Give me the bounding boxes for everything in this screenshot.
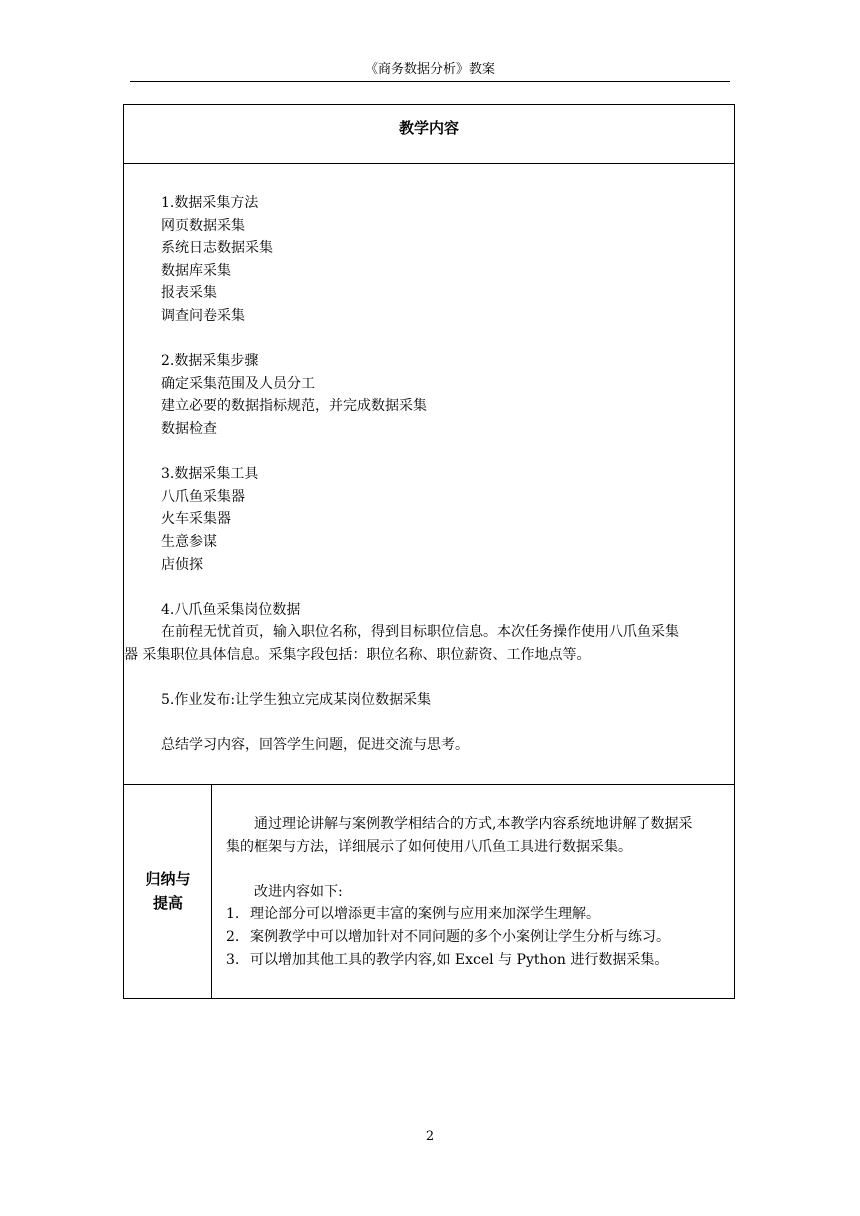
list-item: 生意参谋 bbox=[161, 533, 217, 550]
list-item: 网页数据采集 bbox=[161, 217, 245, 234]
list-item: 报表采集 bbox=[161, 285, 217, 302]
table-title: 教学内容 bbox=[398, 119, 459, 137]
section-heading: 2.数据采集步骤 bbox=[161, 353, 259, 370]
paragraph-line: 在前程无忧首页，输入职位名称，得到目标职位信息。本次任务操作使用八爪鱼采集 bbox=[161, 624, 679, 641]
list-text: 可以增加其他工具的教学内容,如 Excel 与 Python 进行数据采集。 bbox=[250, 951, 669, 968]
section-heading: 1.数据采集方法 bbox=[161, 195, 259, 211]
closing-text: 总结学习内容，回答学生问题，促进交流与思考。 bbox=[161, 737, 469, 754]
section-heading: 4.八爪鱼采集岗位数据 bbox=[161, 601, 301, 618]
summary-body bbox=[226, 813, 726, 971]
list-item bbox=[226, 949, 726, 972]
summary-label-cell bbox=[124, 785, 212, 998]
list-number: 3. bbox=[226, 951, 240, 968]
list-text: 案例教学中可以增加针对不同问题的多个小案例让学生分析与练习。 bbox=[250, 928, 670, 945]
list-text: 理论部分可以增添更丰富的案例与应用来加深学生理解。 bbox=[250, 906, 600, 923]
list-item: 确定采集范围及人员分工 bbox=[161, 375, 315, 392]
list-item: 系统日志数据采集 bbox=[161, 240, 273, 257]
list-number: 1. bbox=[226, 906, 240, 923]
improve-heading: 改进内容如下: bbox=[254, 883, 343, 900]
list-item: 火车采集器 bbox=[161, 511, 231, 528]
list-number: 2. bbox=[226, 928, 240, 945]
list-item: 建立必要的数据指标规范，并完成数据采集 bbox=[161, 398, 427, 415]
list-item: 数据检查 bbox=[161, 420, 217, 437]
teaching-content bbox=[124, 192, 731, 757]
list-item: 数据库采集 bbox=[161, 262, 231, 279]
page-header: 《商务数据分析》教案 bbox=[364, 62, 495, 77]
summary-paragraph-line: 集的框架与方法，详细展示了如何使用八爪鱼工具进行数据采集。 bbox=[226, 838, 632, 855]
list-item bbox=[226, 926, 726, 949]
list-item bbox=[226, 903, 726, 926]
teaching-content-row bbox=[124, 164, 734, 785]
list-item: 店侦探 bbox=[161, 556, 203, 573]
paragraph-line: 器 采集职位具体信息。采集字段包括：职位名称、职位薪资、工作地点等。 bbox=[124, 646, 591, 663]
summary-label-line: 提高 bbox=[152, 894, 183, 912]
header-divider bbox=[130, 81, 730, 82]
page-number: 2 bbox=[425, 1129, 435, 1144]
list-item: 调查问卷采集 bbox=[161, 307, 245, 324]
section-heading: 3.数据采集工具 bbox=[161, 466, 259, 483]
summary-label bbox=[124, 867, 212, 915]
list-item: 八爪鱼采集器 bbox=[161, 488, 245, 505]
summary-label-line: 归纳与 bbox=[145, 870, 191, 888]
summary-paragraph-line: 通过理论讲解与案例教学相结合的方式,本教学内容系统地讲解了数据采 bbox=[254, 816, 693, 832]
lesson-table bbox=[123, 104, 735, 999]
section-heading: 5.作业发布:让学生独立完成某岗位数据采集 bbox=[161, 692, 432, 709]
table-title-row bbox=[124, 105, 734, 164]
summary-row bbox=[124, 785, 734, 998]
